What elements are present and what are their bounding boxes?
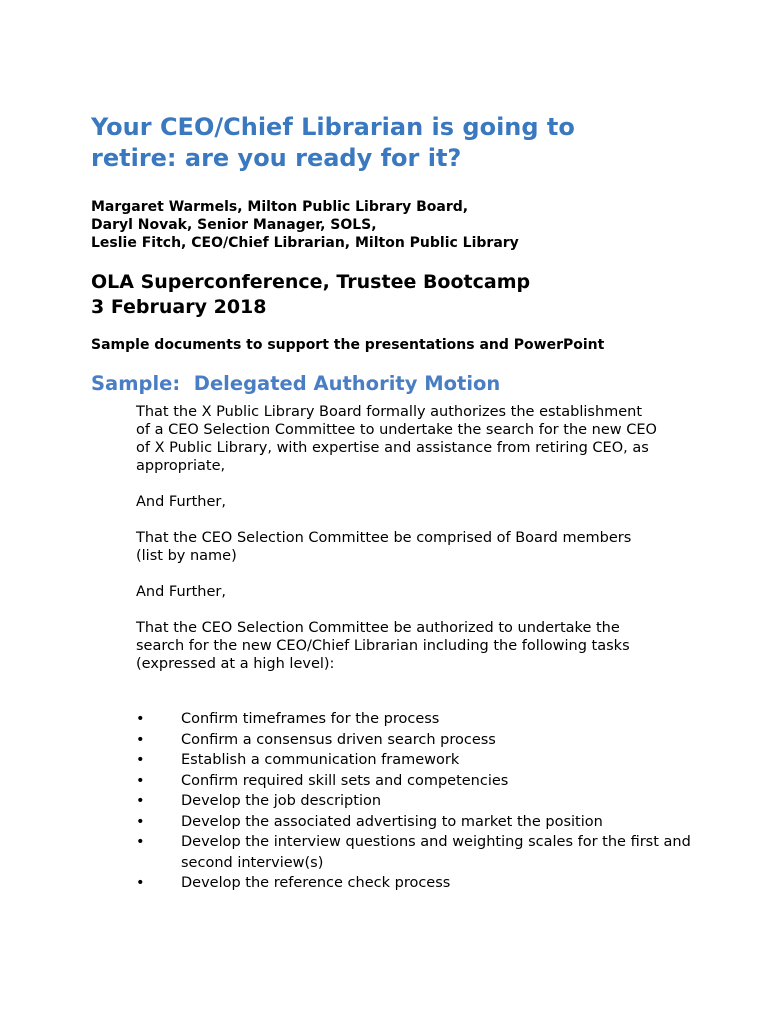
task-text: Confirm a consensus driven search process [181, 731, 496, 748]
author-line: Leslie Fitch, CEO/Chief Librarian, Milton Public Library [91, 235, 519, 251]
document-title: Your CEO/Chief Librarian is going to retire: are you ready for it? [91, 113, 575, 172]
bullet-icon: • [136, 875, 145, 891]
task-text: Develop the job description [181, 793, 382, 809]
author-line: Daryl Novak, Senior Manager, SOLS, [91, 217, 377, 233]
bullet-icon: • [136, 793, 145, 809]
task-text: Develop the reference check process [181, 875, 451, 891]
motion-paragraph: That the X Public Library Board formally authorizes the establishment of a CEO Selection Committee to undertake the search for the new CEO of X Public Library, with expertise and assistance from retiring CEO, as appropriate, [136, 404, 657, 474]
author-line: Margaret Warmels, Milton Public Library Board, [91, 199, 469, 215]
bullet-icon: • [136, 834, 145, 850]
section-heading: Sample: Delegated Authority Motion [91, 372, 501, 395]
conference-name: OLA Superconference, Trustee Bootcamp [91, 271, 531, 293]
task-list [136, 709, 696, 894]
motion-paragraph: That the CEO Selection Committee be comprised of Board members (list by name) [136, 530, 632, 564]
task-text: Develop the interview questions and weighting scales for the first and second interview(s) [181, 834, 691, 871]
conference-block [91, 270, 710, 320]
list-item [136, 873, 701, 894]
motion-paragraph: And Further, [136, 494, 226, 510]
task-text: Confirm timeframes for the process [181, 711, 440, 727]
conference-date: 3 February 2018 [91, 296, 267, 318]
list-item [136, 771, 701, 792]
bullet-icon: • [136, 772, 145, 789]
bullet-icon: • [136, 813, 145, 830]
list-item [136, 750, 701, 771]
author-list [91, 198, 710, 252]
motion-paragraph: That the CEO Selection Committee be authorized to undertake the search for the new CEO/Chief Librarian including the following tasks (expressed at a high level): [136, 620, 630, 672]
intro-text: Sample documents to support the presentations and PowerPoint [91, 337, 605, 353]
list-item [136, 791, 701, 812]
list-item [136, 812, 701, 833]
bullet-icon: • [136, 752, 145, 768]
list-item [136, 730, 701, 751]
task-text: Confirm required skill sets and competencies [181, 772, 509, 789]
bullet-icon: • [136, 711, 145, 727]
list-item [136, 709, 701, 730]
task-text: Develop the associated advertising to market the position [181, 813, 603, 830]
task-text: Establish a communication framework [181, 752, 460, 768]
list-item [136, 832, 701, 873]
bullet-icon: • [136, 731, 145, 748]
motion-body [136, 403, 696, 894]
motion-paragraph: And Further, [136, 584, 226, 600]
